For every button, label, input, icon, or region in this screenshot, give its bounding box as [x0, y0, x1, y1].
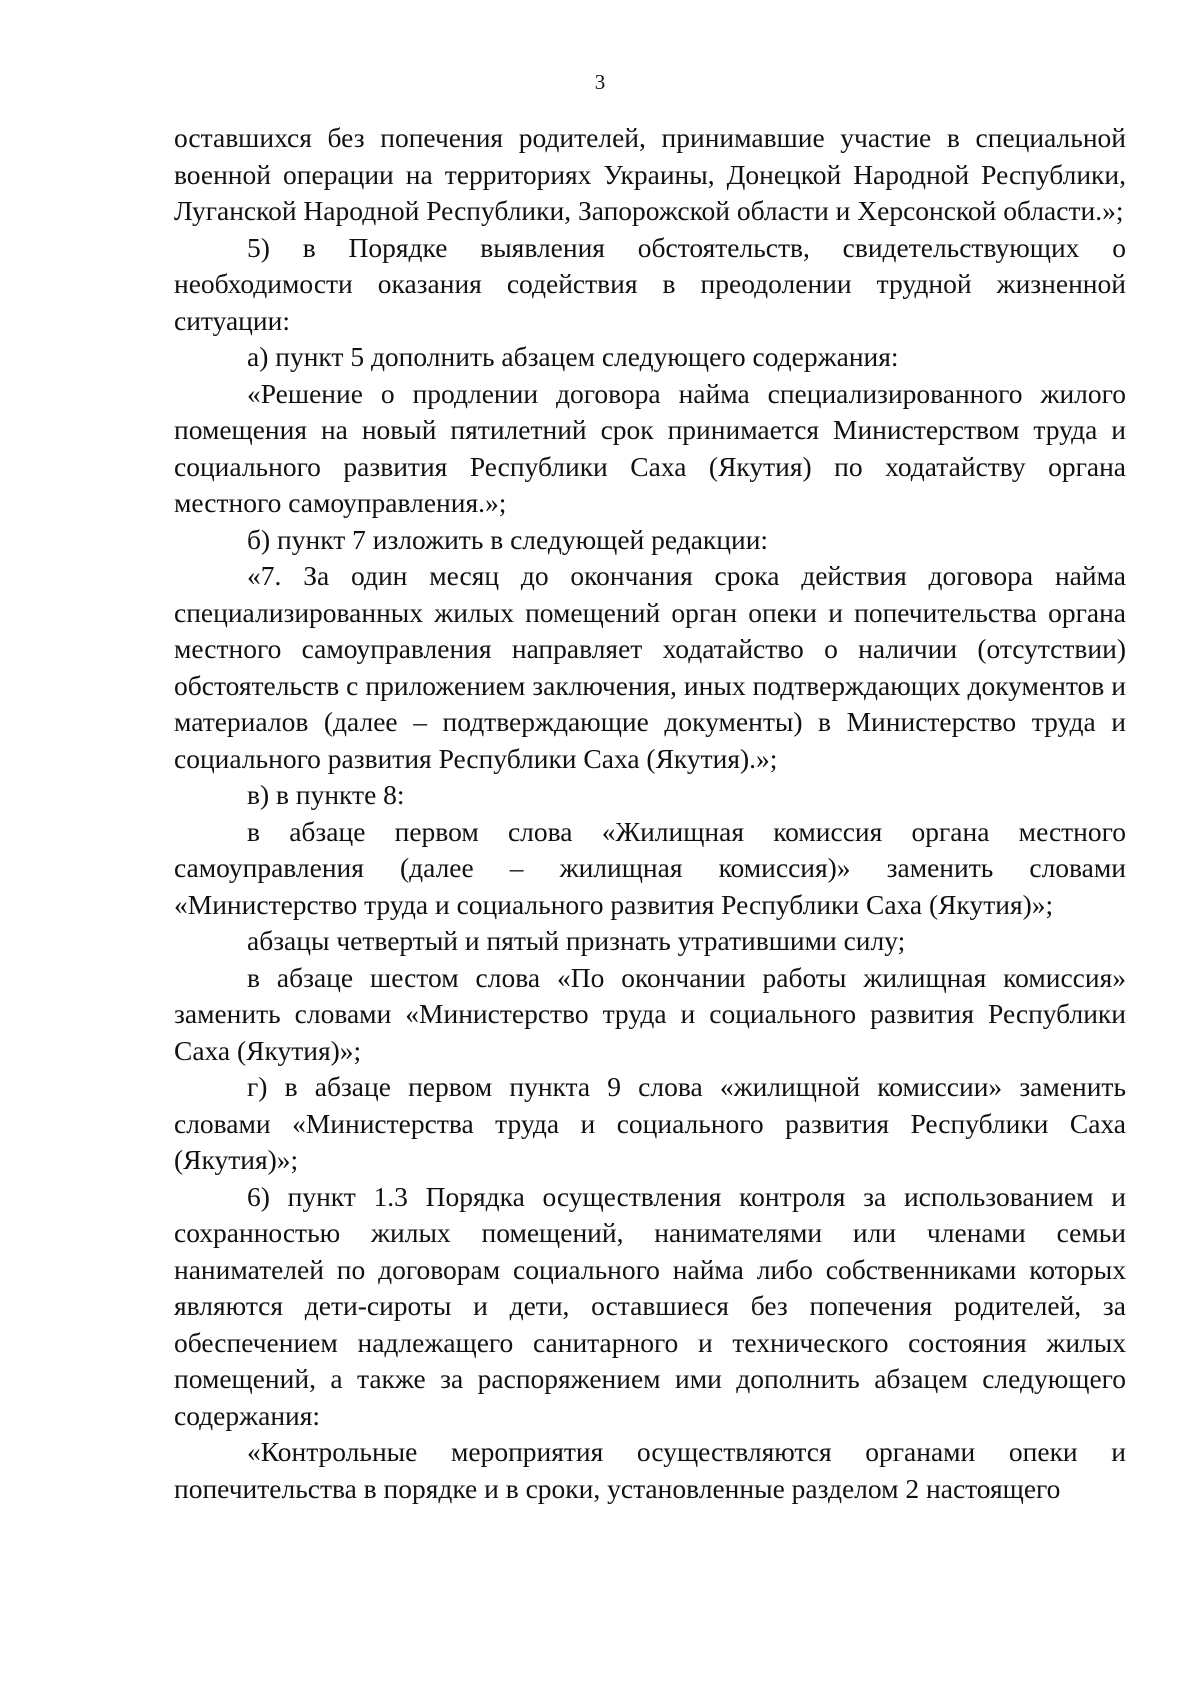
- paragraph-item-6: 6) пункт 1.3 Порядка осуществления контроля за использованием и сохранностью жилых помещений, нанимателями или членами семьи нанимателей по договорам социального найма либо собственниками которых являются дети-сироты и дети, оставшиеся без попечения родителей, за обеспечением надлежащего санитарного и технического состояния жилых помещений, а также за распоряжением ими дополнить абзацем следующего содержания:: [174, 1180, 1126, 1431]
- paragraph-fourth-fifth-abzac: абзацы четвертый и пятый признать утратившими силу;: [247, 925, 906, 956]
- paragraph-subitem-g: г) в абзаце первом пункта 9 слова «жилищной комиссии» заменить словами «Министерства труда и социального развития Республики Саха (Якутия)»;: [174, 1071, 1126, 1175]
- paragraph-sixth-abzac: в абзаце шестом слова «По окончании работы жилищная комиссия» заменить словами «Министерство труда и социального развития Республики Саха (Якутия)»;: [174, 961, 1126, 1066]
- page-number: 3: [594, 70, 606, 94]
- paragraph-item-5: 5) в Порядке выявления обстоятельств, свидетельствующих о необходимости оказания содействия в преодолении трудной жизненной ситуации:: [174, 231, 1126, 336]
- paragraph-quote-decision: «Решение о продлении договора найма специализированного жилого помещения на новый пятилетний срок принимается Министерством труда и социального развития Республики Саха (Якутия) по ходатайству органа местного самоуправления.»;: [174, 377, 1126, 518]
- paragraph-subitem-b: б) пункт 7 изложить в следующей редакции:: [247, 523, 769, 555]
- paragraph-quote-item-7: «7. За один месяц до окончания срока действия договора найма специализированных жилых помещений орган опеки и попечительства органа местного самоуправления направляет ходатайство о наличии (отсутствии) обстоятельств с приложением заключения, иных подтверждающих документов и материалов (далее – подтверждающие документы) в Министерство труда и социального развития Республики Саха (Якутия).»;: [174, 560, 1126, 774]
- paragraph-first-abzac: в абзаце первом слова «Жилищная комиссия органа местного самоуправления (далее – жилищная комиссия)» заменить словами «Министерство труда и социального развития Республики Саха (Якутия)»;: [174, 815, 1126, 920]
- document-body: [174, 120, 1126, 1507]
- paragraph-quote-control: «Контрольные мероприятия осуществляются органами опеки и попечительства в порядке и в сроки, установленные разделом 2 настоящего: [174, 1436, 1126, 1504]
- paragraph-continuation: оставшихся без попечения родителей, принимавшие участие в специальной военной операции на территориях Украины, Донецкой Народной Республики, Луганской Народной Республики, Запорожской области и Херсонской области.»;: [174, 122, 1126, 226]
- paragraph-subitem-v: в) в пункте 8:: [247, 779, 405, 810]
- paragraph-subitem-a: а) пункт 5 дополнить абзацем следующего содержания:: [247, 341, 899, 372]
